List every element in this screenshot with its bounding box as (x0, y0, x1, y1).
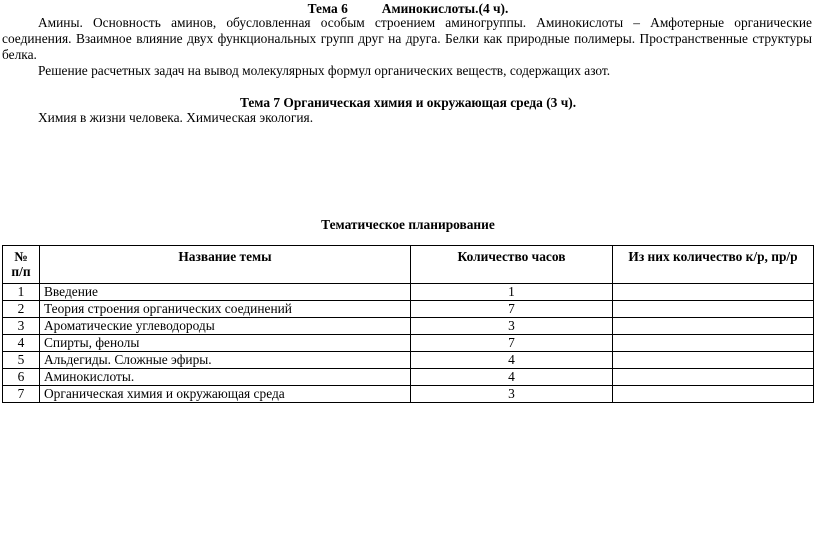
topic-6-title: Аминокислоты.(4 ч). (381, 1, 509, 16)
row-hours: 4 (411, 369, 613, 386)
row-works (613, 284, 814, 301)
table-header-row (3, 246, 814, 284)
plan-table (2, 245, 814, 403)
table-row (3, 352, 814, 369)
row-hours: 4 (411, 352, 613, 369)
row-name: Аминокислоты. (40, 369, 411, 386)
row-name: Ароматические углеводороды (40, 318, 411, 335)
header-works: Из них количество к/р, пр/р (613, 246, 814, 284)
row-works (613, 301, 814, 318)
row-num: 4 (3, 335, 40, 352)
row-works (613, 335, 814, 352)
header-hours: Количество часов (411, 246, 613, 284)
table-row (3, 301, 814, 318)
table-row (3, 284, 814, 301)
table-row (3, 369, 814, 386)
row-works (613, 386, 814, 403)
row-name: Альдегиды. Сложные эфиры. (40, 352, 411, 369)
row-hours: 3 (411, 318, 613, 335)
row-name: Введение (40, 284, 411, 301)
topic-6-label: Тема 6 (307, 1, 348, 16)
row-hours: 7 (411, 335, 613, 352)
table-row (3, 386, 814, 403)
row-num: 2 (3, 301, 40, 318)
row-works (613, 352, 814, 369)
row-works (613, 369, 814, 386)
topic-7-heading: Тема 7 Органическая химия и окружающая среда (3 ч). (239, 95, 577, 110)
header-num: № п/п (3, 246, 40, 284)
row-num: 1 (3, 284, 40, 301)
header-name: Название темы (40, 246, 411, 284)
table-row (3, 335, 814, 352)
row-num: 3 (3, 318, 40, 335)
plan-title: Тематическое планирование (321, 217, 495, 232)
row-hours: 1 (411, 284, 613, 301)
row-num: 6 (3, 369, 40, 386)
row-name: Органическая химия и окружающая среда (40, 386, 411, 403)
topic-7-description: Химия в жизни человека. Химическая экология. (38, 110, 314, 125)
table-row (3, 318, 814, 335)
row-name: Спирты, фенолы (40, 335, 411, 352)
row-name: Теория строения органических соединений (40, 301, 411, 318)
topic-6-tasks: Решение расчетных задач на вывод молекулярных формул органических веществ, содержащих азот. (38, 63, 611, 78)
row-hours: 7 (411, 301, 613, 318)
row-works (613, 318, 814, 335)
row-num: 5 (3, 352, 40, 369)
topic-6-description: Амины. Основность аминов, обусловленная особым строением аминогруппы. Аминокислоты – Амфотерные органические соединения. Взаимное влияние двух функциональных групп друг на друга. Белки как природные полимеры. Пространственные структуры белка. (2, 15, 812, 62)
row-hours: 3 (411, 386, 613, 403)
row-num: 7 (3, 386, 40, 403)
